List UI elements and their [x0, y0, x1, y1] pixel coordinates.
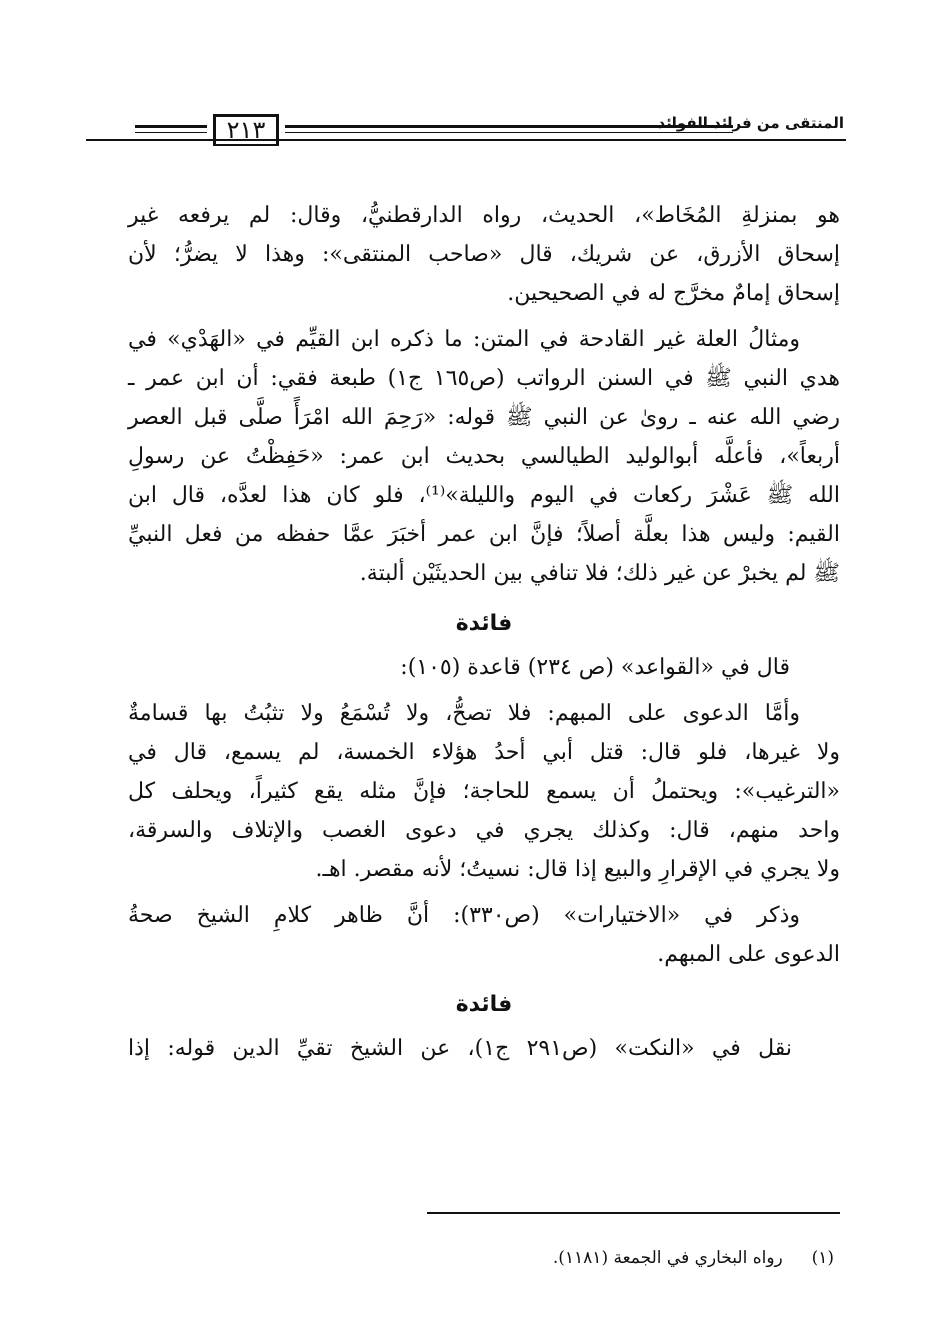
page-number: ٢١٣ [213, 114, 279, 146]
text-line: الله ﷺ عَشْرَ ركعات في اليوم والليلة»⁽¹⁾، فلو كان هذا لعدَّه، قال ابن [128, 483, 840, 508]
text-line: الدعوى على المبهم. [657, 942, 840, 967]
main-text [128, 196, 840, 1075]
header-rule-right [285, 125, 733, 128]
text-line: «الترغيب»: ويحتملُ أن يسمع للحاجة؛ فإنَّ مثله يقع كثيراً، ويحلف كل [128, 779, 840, 804]
text-line: القيم: وليس هذا بعلَّة أصلاً؛ فإنَّ ابن عمر أخبَرَ عمَّا حفظه من فعل النبيِّ [128, 522, 840, 547]
text-line: رضي الله عنه ـ روىٰ عن النبي ﷺ قوله: «رَحِمَ الله امْرَأً صلَّى قبل العصر [128, 405, 840, 430]
section-heading-faida: فائدة [455, 611, 513, 636]
section-heading-faida: فائدة [455, 992, 513, 1017]
text-line: وأمَّا الدعوى على المبهم: فلا تصحُّ، ولا تُسْمَعُ ولا تثبُتُ بها قسامةٌ [128, 701, 800, 726]
footnote-1 [553, 1248, 834, 1268]
text-line: هو بمنزلةِ المُخَاط»، الحديث، رواه الدارقطنيُّ، وقال: لم يرفعه غير [128, 203, 840, 228]
text-line: ولا غيرها، فلو قال: قتل أبي أحدُ هؤلاء الخمسة، لم يسمع، قال في [128, 740, 840, 765]
paragraph-4 [128, 694, 840, 889]
text-line: واحد منهم، قال: وكذلك يجري في دعوى الغصب والإتلاف والسرقة، [128, 818, 840, 843]
header-rule-left [135, 125, 207, 128]
paragraph-3 [128, 648, 840, 687]
text-line: هدي النبي ﷺ في السنن الرواتب (ص١٦٥ ج١) طبعة فقي: أن ابن عمر ـ [128, 366, 840, 391]
text-line: ﷺ لم يخبرْ عن غير ذلك؛ فلا تنافي بين الحديثَيْن ألبتة. [359, 561, 840, 586]
running-title: المنتقى من فرائد الفوائد [657, 114, 844, 132]
text-line: وذكر في «الاختيارات» (ص٣٣٠): أنَّ ظاهر كلامِ الشيخ صحةُ [128, 903, 800, 928]
text-line: إسحاق الأزرق، عن شريك، قال «صاحب المنتقى»: وهذا لا يضرُّ؛ لأن [128, 242, 840, 267]
paragraph-6 [128, 1029, 840, 1068]
header-rule-full [86, 139, 846, 141]
text-line: ولا يجري في الإقرارِ والبيع إذا قال: نسيتُ؛ لأنه مقصر. اهـ. [315, 857, 840, 882]
footnote-marker: (١) [811, 1248, 834, 1268]
footnote-separator [427, 1212, 840, 1214]
text-line: إسحاق إمامٌ مخرَّج له في الصحيحين. [507, 281, 840, 306]
header-rule-right-thin [285, 132, 733, 133]
paragraph-2 [128, 320, 840, 593]
text-line: نقل في «النكت» (ص٢٩١ ج١)، عن الشيخ تقيِّ الدين قوله: إذا [128, 1036, 792, 1061]
footnote-text: رواه البخاري في الجمعة (١١٨١). [552, 1248, 783, 1268]
text-line: ومثالُ العلة غير القادحة في المتن: ما ذكره ابن القيِّم في «الهَدْي» في [128, 327, 800, 352]
paragraph-1 [128, 196, 840, 313]
text-line: أربعاً»، فأعلَّه أبوالوليد الطيالسي بحديث ابن عمر: «حَفِظْتُ عن رسولِ [128, 444, 840, 469]
header-rule-left-thin [135, 132, 207, 133]
text-line: قال في «القواعد» (ص ٢٣٤) قاعدة (١٠٥): [400, 655, 790, 680]
paragraph-5 [128, 896, 840, 974]
